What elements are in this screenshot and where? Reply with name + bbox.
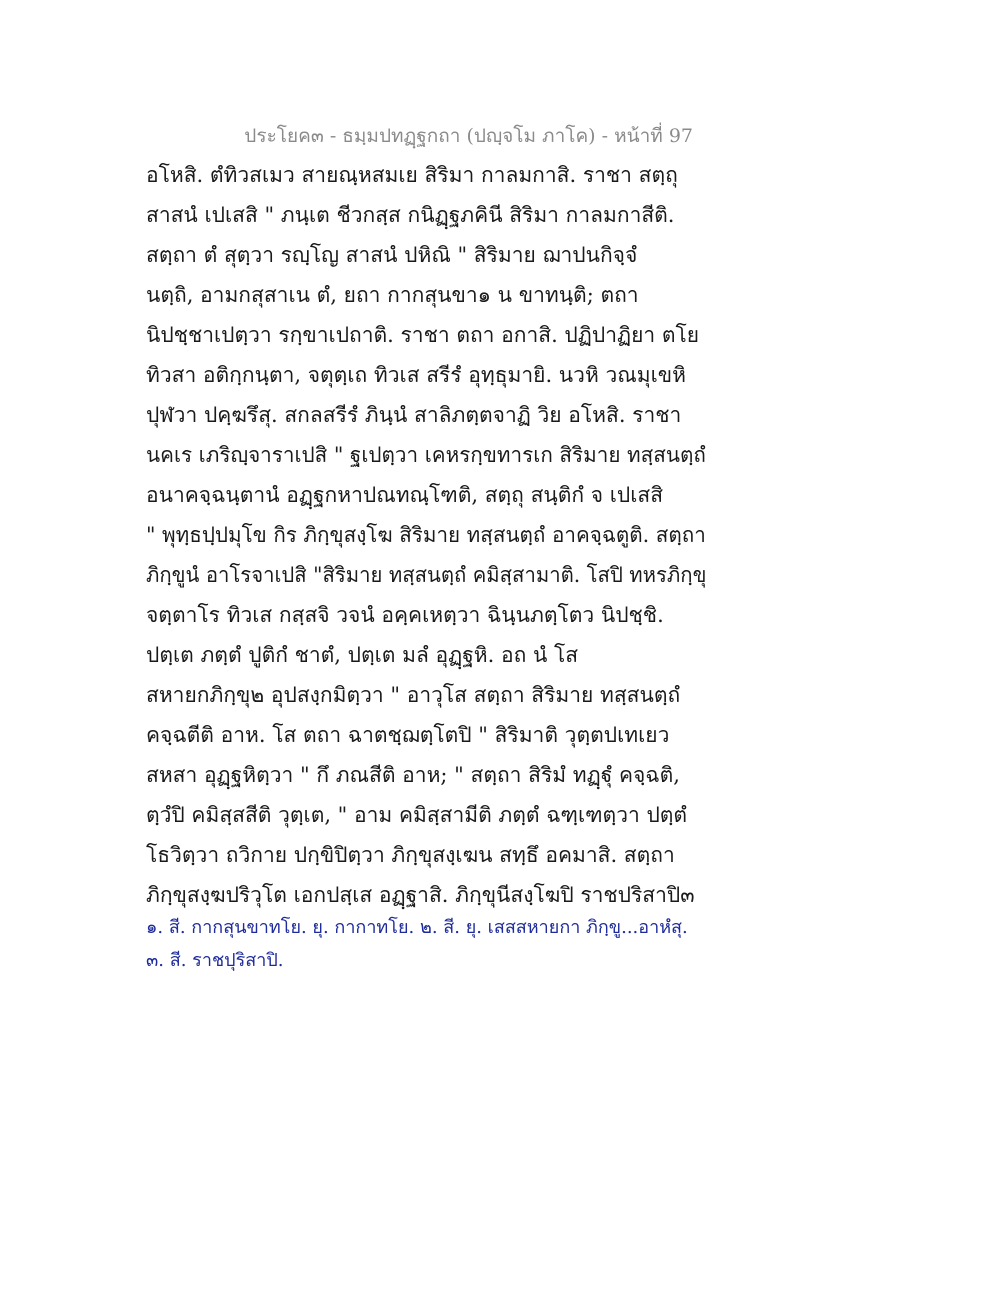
body-line: ตฺวํปิ คมิสฺสสีติ วุตฺเต, " อาม คมิสฺสามีติ ภตฺตํ ฉฑฺเฑตฺวา ปตฺตํ xyxy=(146,803,688,827)
body-line: โธวิตฺวา ถวิกาย ปกฺขิปิตฺวา ภิกฺขุสงฺเฆน สทฺธึ อคมาสิ. สตฺถา xyxy=(146,843,675,867)
body-line: นคเร เภริญฺจาราเปสิ " ฐเปตฺวา เคหรกฺขทารเก สิริมาย ทสฺสนตฺถํ xyxy=(146,443,706,467)
body-line: จตฺตาโร ทิวเส กสฺสจิ วจนํ อคฺคเหตฺวา ฉินฺนภตฺโตว นิปชฺชิ. xyxy=(146,603,664,627)
body-line: ภิกฺขุสงฺฆปริวุโต เอกปสฺเส อฏฺฐาสิ. ภิกฺขุนีสงฺโฆปิ ราชปริสาปิ๓ xyxy=(146,883,695,907)
body-line: นตฺถิ, อามกสุสาเน ตํ, ยถา กากสุนขา๑ น ขาทนฺติ; ตถา xyxy=(146,283,639,307)
footnote-line: ๑. สี. กากสุนขาทโย. ยุ. กากาทโย. ๒. สี. ยุ. เสสสหายกา ภิกฺขู...อาหํสุ. xyxy=(146,917,688,938)
body-line: คจฺฉตีติ อาห. โส ตถา ฉาตชฺฌตฺโตปิ " สิริมาติ วุตฺตปเทเยว xyxy=(146,723,670,747)
body-line: ปุฬวา ปคฺฆรึสุ. สกลสรีรํ ภินฺนํ สาลิภตฺตจาฏิ วิย อโหสิ. ราชา xyxy=(146,403,682,427)
body-line: สหสา อุฏฺฐหิตฺวา " กึ ภณสีติ อาห; " สตฺถา สิริมํ ทฏฺฐุํ คจฺฉติ, xyxy=(146,763,680,787)
body-line: อนาคจฺฉนฺตานํ อฏฺฐกหาปณทณฺโฑติ, สตฺถุ สนฺติกํ จ เปเสสิ xyxy=(146,483,664,507)
footnote-line: ๓. สี. ราชปุริสาปิ. xyxy=(146,950,284,971)
body-line: ปตฺเต ภตฺตํ ปูติกํ ชาตํ, ปตฺเต มลํ อุฏฺฐหิ. อถ นํ โส xyxy=(146,643,579,667)
body-line: สาสนํ เปเสสิ " ภนฺเต ชีวกสฺส กนิฏฺฐภคินี สิริมา กาลมกาสีติ. xyxy=(146,203,675,227)
body-line: ภิกฺขูนํ อาโรจาเปสิ "สิริมาย ทสฺสนตฺถํ คมิสฺสามาติ. โสปิ ทหรภิกฺขุ xyxy=(146,563,707,587)
footnotes xyxy=(146,911,706,977)
body-line: ทิวสา อติกฺกนฺตา, จตุตฺเถ ทิวเส สรีรํ อุทฺธุมายิ. นวหิ วณมุเขหิ xyxy=(146,363,686,387)
body-text xyxy=(146,155,706,915)
running-header: ประโยค๓ - ธมฺมปทฏฺฐกถา (ปญฺจโม ภาโค) - หน้าที่ 97 xyxy=(244,125,693,147)
body-line: สหายกภิกฺขุ๒ อุปสงฺกมิตฺวา " อาวุโส สตฺถา สิริมาย ทสฺสนตฺถํ xyxy=(146,683,681,707)
body-line: นิปชฺชาเปตฺวา รกฺขาเปถาติ. ราชา ตถา อกาสิ. ปฏิปาฏิยา ตโย xyxy=(146,323,700,347)
body-line: อโหสิ. ตํทิวสเมว สายณฺหสมเย สิริมา กาลมกาสิ. ราชา สตฺถุ xyxy=(146,163,678,187)
body-line: " พุทฺธปฺปมุโข กิร ภิกฺขุสงฺโฆ สิริมาย ทสฺสนตฺถํ อาคจฺฉตูติ. สตฺถา xyxy=(146,523,706,547)
body-line: สตฺถา ตํ สุตฺวา รญฺโญ สาสนํ ปหิณิ " สิริมาย ฌาปนกิจฺจํ xyxy=(146,243,638,267)
